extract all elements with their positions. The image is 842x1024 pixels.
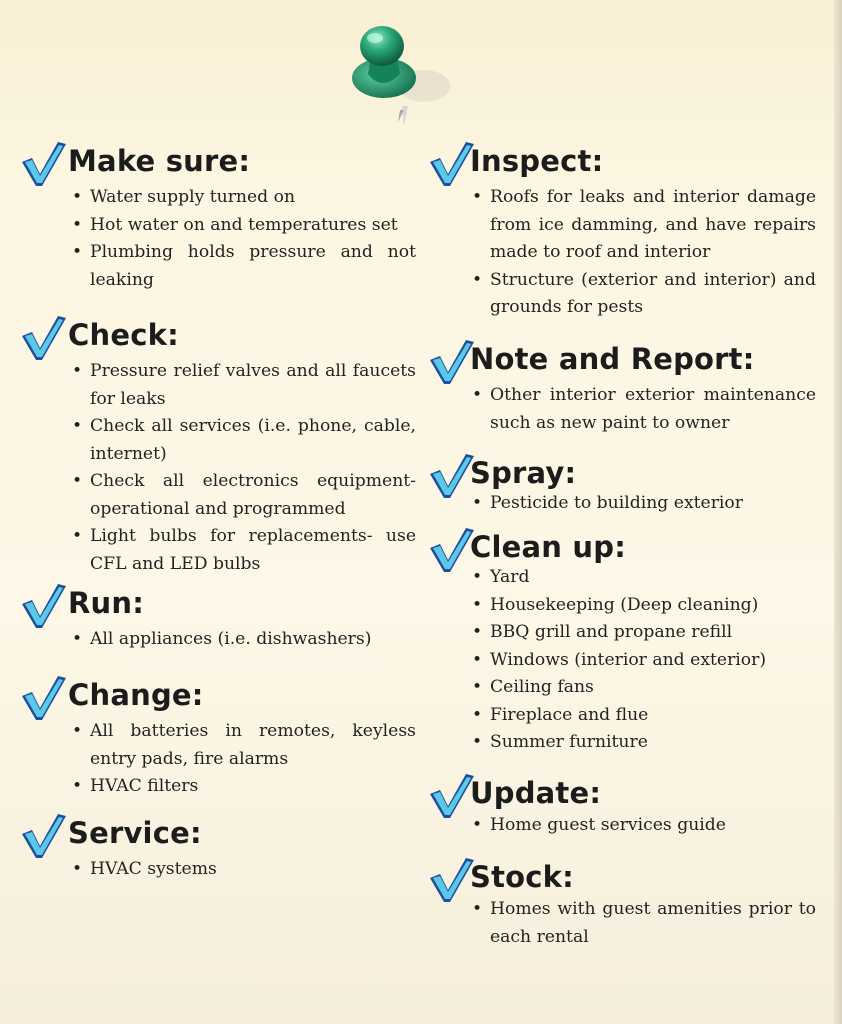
checkmark-icon <box>20 674 66 722</box>
list-item: • Housekeeping (Deep cleaning) <box>470 592 816 620</box>
page-edge <box>834 0 842 1024</box>
checkmark-icon <box>20 140 66 188</box>
list-item: • Roofs for leaks and interior damage from ice damming, and have repairs made to roof and interior <box>470 184 816 267</box>
list-item: • Structure (exterior and interior) and grounds for pests <box>470 267 816 322</box>
list-item: • HVAC systems <box>70 856 416 884</box>
section-heading: Service: <box>68 816 202 850</box>
section-heading: Note and Report: <box>470 342 755 376</box>
checkmark-icon <box>428 772 474 820</box>
section-heading: Spray: <box>470 456 577 490</box>
item-list <box>70 718 416 801</box>
section-heading: Stock: <box>470 860 574 894</box>
item-list <box>470 184 816 322</box>
list-item: • Pesticide to building exterior <box>470 490 816 518</box>
list-item: • Home guest services guide <box>470 812 816 840</box>
list-item: • All batteries in remotes, keyless entry pads, fire alarms <box>70 718 416 773</box>
checkmark-icon <box>20 812 66 860</box>
section-heading: Clean up: <box>470 530 627 564</box>
push-pin-icon <box>342 14 462 130</box>
item-list <box>470 812 816 840</box>
list-item: • Water supply turned on <box>70 184 416 212</box>
list-item: • All appliances (i.e. dishwashers) <box>70 626 416 654</box>
item-list <box>470 564 816 757</box>
item-list <box>70 626 416 654</box>
list-item: • Check all electronics equipment-operational and programmed <box>70 468 416 523</box>
checkmark-icon <box>20 314 66 362</box>
item-list <box>470 382 816 437</box>
list-item: • Homes with guest amenities prior to each rental <box>470 896 816 951</box>
list-item: • Pressure relief valves and all faucets for leaks <box>70 358 416 413</box>
section-heading: Check: <box>68 318 179 352</box>
checkmark-icon <box>428 338 474 386</box>
item-list <box>70 358 416 578</box>
list-item: • Light bulbs for replacements- use CFL and LED bulbs <box>70 523 416 578</box>
list-item: • BBQ grill and propane refill <box>470 619 816 647</box>
item-list <box>470 490 816 518</box>
list-item: • Summer furniture <box>470 729 816 757</box>
list-item: • Yard <box>470 564 816 592</box>
checkmark-icon <box>428 526 474 574</box>
list-item: • Other interior exterior maintenance such as new paint to owner <box>470 382 816 437</box>
checkmark-icon <box>428 856 474 904</box>
checkmark-icon <box>20 582 66 630</box>
section-heading: Inspect: <box>470 144 604 178</box>
item-list <box>70 856 416 884</box>
section-heading: Run: <box>68 586 145 620</box>
checkmark-icon <box>428 452 474 500</box>
checkmark-icon <box>428 140 474 188</box>
list-item: • Fireplace and flue <box>470 702 816 730</box>
list-item: • HVAC filters <box>70 773 416 801</box>
list-item: • Hot water on and temperatures set <box>70 212 416 240</box>
section-heading: Update: <box>470 776 602 810</box>
list-item: • Check all services (i.e. phone, cable, internet) <box>70 413 416 468</box>
list-item: • Plumbing holds pressure and not leaking <box>70 239 416 294</box>
list-item: • Ceiling fans <box>470 674 816 702</box>
section-heading: Make sure: <box>68 144 251 178</box>
item-list <box>70 184 416 294</box>
item-list <box>470 896 816 951</box>
section-heading: Change: <box>68 678 204 712</box>
list-item: • Windows (interior and exterior) <box>470 647 816 675</box>
